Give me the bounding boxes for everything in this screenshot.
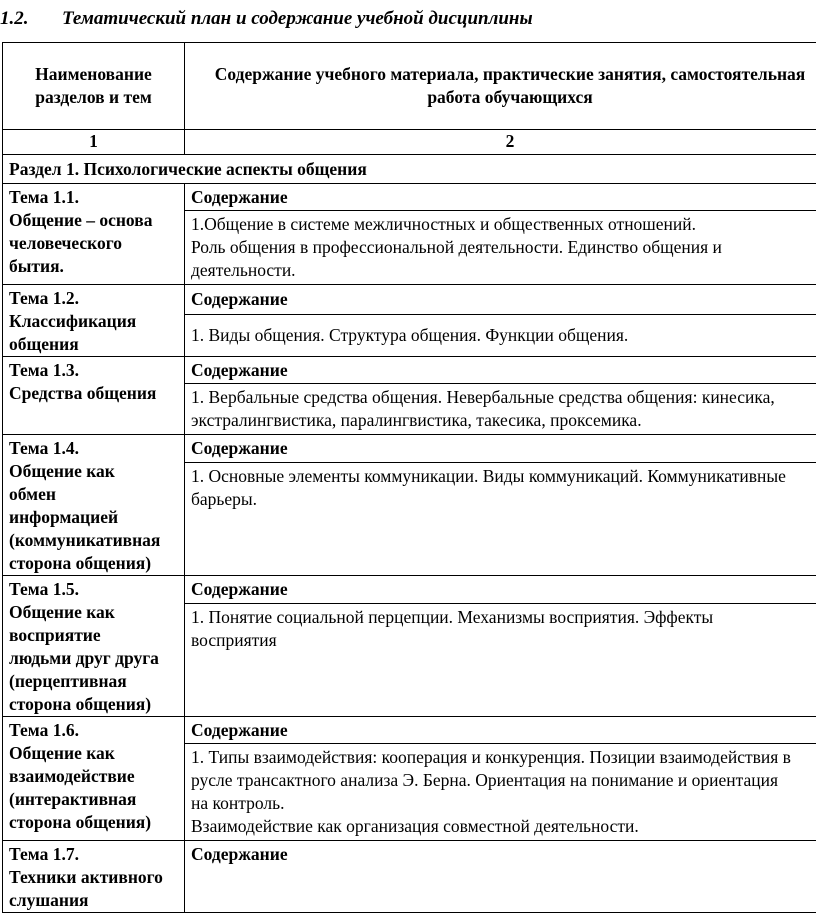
- content-line: Взаимодействие как организация совместной деятельности.: [191, 816, 639, 836]
- content-line: 1. Типы взаимодействия: кооперация и конкуренция. Позиции взаимодействия в: [191, 747, 791, 767]
- topic-title-line: Средства общения: [9, 383, 157, 403]
- section-heading: [0, 8, 533, 36]
- content-cell: [185, 744, 816, 841]
- content-line: 1. Вербальные средства общения. Невербальные средства общения: кинесика,: [191, 387, 775, 407]
- topic-title-line: Тема 1.6.: [9, 720, 79, 740]
- topic-title-line: бытия.: [9, 256, 64, 276]
- content-cell: [185, 314, 816, 356]
- column-header-topics: Наименование разделов и тем: [3, 43, 185, 130]
- topic-title-line: Тема 1.3.: [9, 360, 79, 380]
- topic-row: [3, 841, 816, 913]
- content-label: Содержание: [185, 435, 816, 463]
- topic-title-cell: [3, 435, 185, 576]
- content-line: 1. Понятие социальной перцепции. Механизмы восприятия. Эффекты: [191, 606, 714, 627]
- content-cell: [185, 603, 816, 716]
- content-line: восприятия: [191, 629, 277, 650]
- topic-title-line: (коммуникативная: [9, 530, 161, 550]
- content-line: деятельности.: [191, 260, 296, 280]
- topic-title-line: Общение как: [9, 602, 115, 622]
- topic-row: [3, 576, 816, 604]
- topic-title-line: сторона общения): [9, 553, 152, 573]
- section-title: Раздел 1. Психологические аспекты общения: [3, 155, 816, 184]
- topic-row: [3, 717, 816, 744]
- topic-title-cell: [3, 841, 185, 913]
- topic-title-line: Общение – основа: [9, 210, 153, 230]
- topic-title-line: человеческого: [9, 233, 123, 253]
- content-cell: [185, 462, 816, 575]
- topic-title-line: Тема 1.4.: [9, 438, 79, 458]
- topic-title-cell: [3, 184, 185, 285]
- topic-title-line: слушания: [9, 890, 89, 910]
- heading-title: Тематический план и содержание учебной дисциплины: [62, 8, 533, 29]
- content-label: Содержание: [185, 357, 816, 384]
- topic-title-line: общения: [9, 334, 79, 354]
- content-line: на контроль.: [191, 793, 285, 813]
- topic-title-line: Общение как: [9, 743, 115, 763]
- content-label: Содержание: [185, 841, 816, 913]
- column-number-2: 2: [185, 130, 816, 155]
- topic-title-cell: [3, 717, 185, 841]
- content-line: русле трансактного анализа Э. Берна. Ориентация на понимание и ориентация: [191, 770, 779, 790]
- topic-title-line: восприятие: [9, 625, 101, 645]
- content-label: Содержание: [185, 285, 816, 315]
- topic-title-cell: [3, 576, 185, 717]
- content-label: Содержание: [185, 576, 816, 604]
- topic-title-line: людьми друг друга: [9, 648, 159, 668]
- section-row: [3, 155, 816, 184]
- topic-row: [3, 184, 816, 211]
- topic-title-line: информацией: [9, 507, 119, 527]
- topic-title-line: Тема 1.1.: [9, 187, 79, 207]
- column-header-content: Содержание учебного материала, практические занятия, самостоятельная работа обучающихся: [185, 43, 816, 130]
- column-number-1: 1: [3, 130, 185, 155]
- content-line: 1. Виды общения. Структура общения. Функции общения.: [191, 324, 629, 345]
- content-label: Содержание: [185, 717, 816, 744]
- topic-title-line: (перцептивная: [9, 671, 127, 691]
- topic-row: [3, 357, 816, 384]
- topic-title-line: сторона общения): [9, 694, 152, 714]
- topic-title-line: Тема 1.2.: [9, 288, 79, 308]
- topic-title-line: обмен: [9, 484, 56, 504]
- content-cell: [185, 211, 816, 285]
- topic-title-line: Общение как: [9, 461, 115, 481]
- topic-title-line: Классификация: [9, 311, 137, 331]
- topic-title-line: Тема 1.7.: [9, 844, 79, 864]
- topic-title-line: взаимодействие: [9, 766, 135, 786]
- content-line: экстралингвистика, паралингвистика, такесика, проксемика.: [191, 410, 642, 430]
- topic-title-line: сторона общения): [9, 812, 152, 832]
- topic-title-cell: [3, 285, 185, 357]
- topic-row: [3, 285, 816, 315]
- heading-number: 1.2.: [0, 8, 29, 29]
- topic-title-cell: [3, 357, 185, 435]
- content-label: Содержание: [185, 184, 816, 211]
- topic-title-line: (интерактивная: [9, 789, 137, 809]
- column-header-row: [3, 43, 816, 130]
- topic-row: [3, 435, 816, 463]
- column-number-row: [3, 130, 816, 155]
- content-line: 1. Основные элементы коммуникации. Виды коммуникаций. Коммуникативные: [191, 465, 786, 486]
- content-cell: [185, 384, 816, 435]
- content-line: 1.Общение в системе межличностных и общественных отношений.: [191, 214, 697, 234]
- thematic-plan-table: [2, 42, 816, 913]
- topic-title-line: Техники активного: [9, 867, 163, 887]
- content-line: барьеры.: [191, 488, 258, 509]
- content-line: Роль общения в профессиональной деятельности. Единство общения и: [191, 237, 722, 257]
- topic-title-line: Тема 1.5.: [9, 579, 79, 599]
